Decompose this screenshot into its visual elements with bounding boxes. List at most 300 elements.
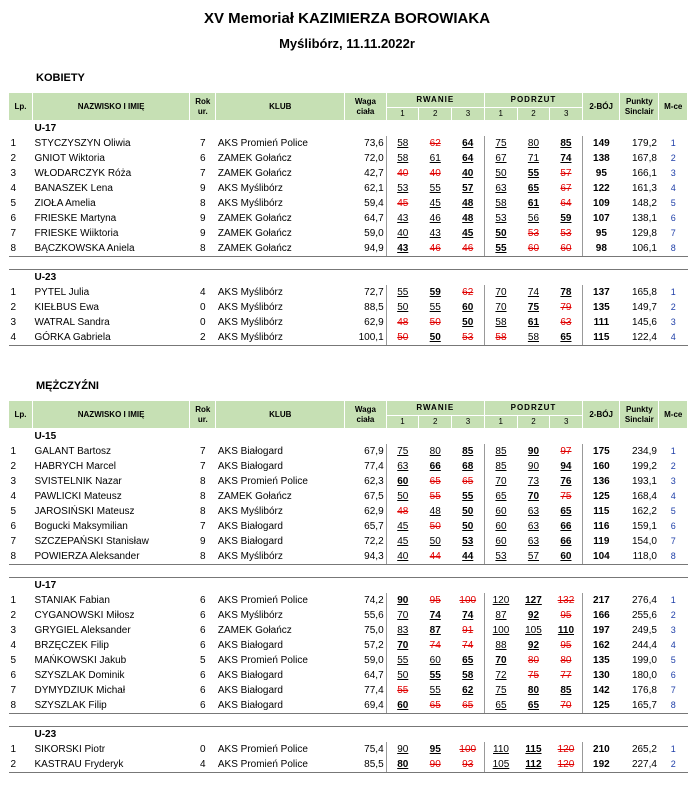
snatch-attempt: 65	[419, 698, 452, 714]
athlete-waga: 73,6	[364, 138, 384, 149]
cj-attempt: 56	[527, 213, 540, 224]
header-row	[9, 93, 688, 108]
snatch-attempt: 100	[459, 744, 477, 755]
athlete-lp: 3	[10, 317, 17, 328]
cj-attempt: 77	[560, 670, 572, 681]
col-attempt: 1	[484, 108, 517, 121]
athlete-club: AKS Myślibórz	[217, 183, 283, 194]
cj-attempt: 60	[484, 519, 517, 534]
athlete-sinclair: 118,0	[620, 549, 659, 565]
athlete-waga: 59,0	[364, 228, 384, 239]
athlete-place: 7	[670, 228, 676, 238]
athlete-name: GRYGIEL Aleksander	[34, 625, 131, 636]
athlete-place: 2	[670, 153, 676, 163]
cj-attempt: 115	[525, 744, 542, 755]
athlete-total: 166	[583, 608, 620, 623]
cj-attempt: 70	[484, 653, 517, 668]
athlete-name: HABRYCH Marcel	[34, 461, 116, 472]
athlete-name: FRIESKE Martyna	[34, 213, 117, 224]
snatch-attempt: 62	[429, 138, 441, 149]
athlete-rok: 8	[190, 241, 216, 257]
results-table	[8, 92, 688, 346]
athlete-lp: 5	[10, 198, 17, 209]
athlete-lp: 2	[10, 461, 17, 472]
col-attempt: 2	[419, 108, 452, 121]
athlete-place: 4	[670, 491, 676, 501]
athlete-club: AKS Myślibórz	[217, 610, 283, 621]
athlete-row	[9, 211, 688, 226]
cj-attempt: 70	[527, 491, 540, 502]
col-sinclair: Punkty Sinclair	[620, 401, 659, 429]
cj-attempt: 70	[484, 285, 517, 300]
cj-attempt: 58	[517, 330, 550, 346]
athlete-waga: 59,0	[364, 655, 384, 666]
cj-attempt: 74	[560, 153, 572, 164]
category-name: U-23	[33, 270, 688, 286]
cj-attempt: 61	[527, 317, 540, 328]
cj-attempt: 65	[517, 698, 550, 714]
snatch-attempt: 80	[429, 446, 441, 457]
snatch-attempt: 55	[429, 670, 441, 681]
athlete-name: KASTRAU Fryderyk	[33, 757, 190, 773]
athlete-rok: 8	[190, 549, 216, 565]
category-row	[9, 121, 688, 137]
athlete-name: BRZĘCZEK Filip	[34, 640, 109, 651]
athlete-rok: 6	[200, 625, 206, 636]
athlete-lp: 6	[10, 521, 17, 532]
snatch-attempt: 74	[429, 640, 441, 651]
athlete-total: 115	[583, 504, 620, 519]
athlete-sinclair: 165,8	[631, 287, 657, 298]
athlete-waga: 69,4	[345, 698, 386, 714]
snatch-attempt: 62	[462, 287, 474, 298]
athlete-name: PAWLICKI Mateusz	[34, 491, 122, 502]
athlete-total: 217	[583, 593, 620, 608]
athlete-total: 122	[583, 181, 620, 196]
athlete-rok: 6	[200, 670, 206, 681]
snatch-attempt: 59	[429, 287, 441, 298]
athlete-club: AKS Promień Police	[217, 655, 308, 666]
athlete-club: AKS Białogard	[217, 685, 283, 696]
athlete-name: CYGANOWSKI Miłosz	[34, 610, 135, 621]
cj-attempt: 65	[550, 330, 583, 346]
col-attempt: 2	[517, 416, 550, 429]
snatch-attempt: 65	[462, 476, 474, 487]
athlete-sinclair: 145,6	[631, 317, 657, 328]
cj-attempt: 79	[560, 302, 572, 313]
snatch-attempt: 74	[429, 610, 441, 621]
athlete-sinclair: 180,0	[631, 670, 657, 681]
athlete-sinclair: 167,8	[631, 153, 657, 164]
athlete-club: ZAMEK Gołańcz	[216, 241, 345, 257]
athlete-waga: 42,7	[364, 168, 384, 179]
col-club: KLUB	[216, 93, 345, 121]
spacer	[9, 714, 688, 727]
category-name: U-17	[33, 121, 688, 137]
col-club: KLUB	[216, 401, 345, 429]
athlete-row	[9, 300, 688, 315]
results-table	[8, 400, 688, 773]
athlete-lp: 7	[10, 228, 17, 239]
athlete-total: 115	[583, 330, 620, 346]
athlete-waga: 64,7	[364, 213, 384, 224]
cj-attempt: 63	[560, 317, 572, 328]
cj-attempt: 110	[557, 625, 575, 636]
athlete-total: 142	[583, 683, 620, 698]
athlete-row	[9, 742, 688, 757]
cj-attempt: 60	[550, 549, 583, 565]
athlete-place: 2	[659, 757, 688, 773]
cj-attempt: 120	[550, 757, 583, 773]
snatch-attempt: 40	[386, 226, 419, 241]
athlete-place: 1	[670, 446, 676, 456]
athlete-rok: 9	[200, 228, 206, 239]
cj-attempt: 95	[560, 610, 572, 621]
athlete-rok: 6	[200, 153, 206, 164]
col-rok: Rok ur.	[190, 93, 216, 121]
athlete-place: 3	[670, 168, 676, 178]
athlete-waga: 65,7	[364, 521, 384, 532]
athlete-club: AKS Białogard	[217, 640, 283, 651]
col-mce: M-ce	[659, 401, 688, 429]
snatch-attempt: 93	[452, 757, 485, 773]
athlete-row	[9, 623, 688, 638]
col-attempt: 1	[386, 416, 419, 429]
snatch-attempt: 70	[386, 638, 419, 653]
snatch-attempt: 65	[452, 698, 485, 714]
cj-attempt: 97	[560, 446, 572, 457]
snatch-attempt: 68	[462, 461, 474, 472]
athlete-rok: 0	[200, 302, 206, 313]
athlete-waga: 75,0	[364, 625, 384, 636]
athlete-sinclair: 129,8	[631, 228, 657, 239]
athlete-row	[9, 136, 688, 151]
athlete-total: 197	[583, 623, 620, 638]
cj-attempt: 78	[560, 287, 572, 298]
athlete-sinclair: 227,4	[620, 757, 659, 773]
athlete-lp: 2	[10, 610, 17, 621]
cj-attempt: 80	[527, 138, 540, 149]
col-attempt: 2	[517, 108, 550, 121]
athlete-sinclair: 162,2	[631, 506, 657, 517]
athlete-total: 111	[583, 315, 620, 330]
athlete-place: 7	[670, 536, 676, 546]
athlete-place: 6	[670, 521, 676, 531]
snatch-attempt: 91	[462, 625, 474, 636]
athlete-total: 98	[583, 241, 620, 257]
athlete-waga: 62,9	[364, 506, 384, 517]
athlete-sinclair: 154,0	[631, 536, 657, 547]
col-rwanie: RWANIE	[386, 93, 484, 108]
athlete-lp: 4	[10, 640, 17, 651]
athlete-row	[9, 181, 688, 196]
category-row	[9, 429, 688, 445]
snatch-attempt: 55	[429, 183, 441, 194]
col-waga: Waga ciała	[345, 93, 386, 121]
athlete-place: 2	[670, 610, 676, 620]
cj-attempt: 67	[560, 183, 572, 194]
athlete-waga: 67,5	[364, 491, 384, 502]
snatch-attempt: 43	[429, 228, 441, 239]
athlete-waga: 72,7	[364, 287, 384, 298]
col-dwuboj: 2-BÓJ	[583, 401, 620, 429]
cj-attempt: 90	[527, 461, 540, 472]
athlete-place: 3	[670, 317, 676, 327]
col-attempt: 3	[550, 416, 583, 429]
athlete-total: 137	[583, 285, 620, 300]
cj-attempt: 85	[560, 138, 572, 149]
athlete-total: 130	[583, 668, 620, 683]
snatch-attempt: 75	[386, 444, 419, 459]
snatch-attempt: 46	[452, 241, 485, 257]
snatch-attempt: 50	[462, 506, 474, 517]
athlete-row	[9, 638, 688, 653]
athlete-waga: 94,3	[345, 549, 386, 565]
cj-attempt: 120	[484, 593, 517, 608]
cj-attempt: 55	[484, 241, 517, 257]
cj-attempt: 85	[484, 459, 517, 474]
athlete-total: 104	[583, 549, 620, 565]
athlete-name: STANIAK Fabian	[34, 595, 110, 606]
athlete-waga: 88,5	[364, 302, 384, 313]
athlete-lp: 8	[9, 549, 33, 565]
athlete-row	[9, 226, 688, 241]
athlete-name: SIKORSKI Piotr	[34, 744, 106, 755]
athlete-row	[9, 444, 688, 459]
athlete-total: 107	[583, 211, 620, 226]
col-attempt: 1	[386, 108, 419, 121]
snatch-attempt: 50	[386, 330, 419, 346]
cj-attempt: 57	[560, 168, 572, 179]
athlete-row	[9, 151, 688, 166]
cj-attempt: 55	[527, 168, 540, 179]
col-name: NAZWISKO I IMIĘ	[33, 401, 190, 429]
cj-attempt: 70	[484, 474, 517, 489]
cj-attempt: 60	[517, 241, 550, 257]
athlete-waga: 94,9	[345, 241, 386, 257]
athlete-row	[9, 653, 688, 668]
cj-attempt: 80	[560, 655, 572, 666]
athlete-club: ZAMEK Gołańcz	[217, 228, 292, 239]
snatch-attempt: 48	[386, 504, 419, 519]
athlete-place: 6	[670, 670, 676, 680]
col-podrzut: PODRZUT	[484, 401, 582, 416]
athlete-lp: 4	[10, 183, 17, 194]
athlete-place: 4	[659, 330, 688, 346]
cj-attempt: 92	[527, 610, 540, 621]
snatch-attempt: 40	[386, 166, 419, 181]
athlete-sinclair: 161,3	[631, 183, 657, 194]
athlete-name: JAROSIŃSKI Mateusz	[34, 506, 135, 517]
snatch-attempt: 55	[386, 653, 419, 668]
athlete-club: AKS Białogard	[217, 446, 283, 457]
snatch-attempt: 53	[386, 181, 419, 196]
athlete-name: WATRAL Sandra	[34, 317, 110, 328]
category-name: U-23	[33, 727, 688, 743]
athlete-rok: 7	[200, 461, 206, 472]
cj-attempt: 105	[525, 625, 542, 636]
cj-attempt: 58	[484, 196, 517, 211]
athlete-waga: 57,2	[364, 640, 384, 651]
snatch-attempt: 74	[462, 610, 474, 621]
spacer	[9, 257, 688, 270]
athlete-total: 136	[583, 474, 620, 489]
col-mce: M-ce	[659, 93, 688, 121]
cj-attempt: 120	[557, 744, 575, 755]
cj-attempt: 75	[527, 670, 540, 681]
athlete-rok: 6	[200, 685, 206, 696]
athlete-total: 135	[583, 653, 620, 668]
athlete-rok: 8	[200, 491, 206, 502]
athlete-waga: 67,9	[364, 446, 384, 457]
cj-attempt: 60	[484, 504, 517, 519]
cj-attempt: 80	[527, 655, 540, 666]
athlete-place: 8	[659, 241, 688, 257]
athlete-sinclair: 249,5	[631, 625, 657, 636]
snatch-attempt: 44	[452, 549, 485, 565]
athlete-name: GALANT Bartosz	[34, 446, 112, 457]
snatch-attempt: 48	[462, 213, 474, 224]
athlete-name: WŁODARCZYK Róża	[34, 168, 132, 179]
cj-attempt: 63	[527, 506, 540, 517]
athlete-row	[9, 241, 688, 257]
athlete-total: 192	[583, 757, 620, 773]
athlete-club: AKS Promień Police	[217, 595, 308, 606]
cj-attempt: 92	[527, 640, 540, 651]
athlete-club: AKS Promień Police	[217, 476, 308, 487]
athlete-waga: 59,4	[364, 198, 384, 209]
snatch-attempt: 61	[429, 153, 441, 164]
spacer-row	[9, 714, 688, 727]
athlete-waga: 62,3	[364, 476, 384, 487]
athlete-lp: 2	[10, 153, 17, 164]
snatch-attempt: 95	[429, 744, 441, 755]
athlete-row	[9, 330, 688, 346]
cj-attempt: 60	[550, 241, 583, 257]
athlete-club: ZAMEK Gołańcz	[217, 213, 292, 224]
snatch-attempt: 48	[429, 506, 441, 517]
athlete-name: MAŃKOWSKI Jakub	[34, 655, 127, 666]
athlete-row	[9, 489, 688, 504]
cj-attempt: 75	[527, 302, 540, 313]
snatch-attempt: 55	[429, 685, 441, 696]
cj-attempt: 100	[484, 623, 517, 638]
athlete-place: 3	[670, 625, 676, 635]
athlete-lp: 8	[9, 241, 33, 257]
athlete-rok: 7	[200, 168, 206, 179]
athlete-total: 125	[583, 489, 620, 504]
athlete-rok: 6	[200, 640, 206, 651]
cj-attempt: 94	[560, 461, 572, 472]
header-row	[9, 401, 688, 416]
athlete-lp: 3	[10, 168, 17, 179]
snatch-attempt: 58	[462, 670, 474, 681]
cj-attempt: 61	[527, 198, 540, 209]
athlete-rok: 7	[200, 521, 206, 532]
athlete-waga: 75,4	[364, 744, 384, 755]
athlete-club: AKS Promień Police	[217, 744, 308, 755]
snatch-attempt: 45	[429, 198, 441, 209]
snatch-attempt: 95	[429, 595, 441, 606]
cj-attempt: 85	[560, 685, 572, 696]
athlete-waga: 55,6	[364, 610, 384, 621]
athlete-sinclair: 149,7	[631, 302, 657, 313]
snatch-attempt: 65	[429, 476, 441, 487]
athlete-club: AKS Myślibórz	[217, 302, 283, 313]
athlete-total: 210	[583, 742, 620, 757]
snatch-attempt: 64	[462, 153, 474, 164]
athlete-lp: 1	[10, 595, 17, 606]
cj-attempt: 70	[484, 300, 517, 315]
athlete-place: 5	[670, 655, 676, 665]
athlete-lp: 3	[10, 476, 17, 487]
athlete-club: ZAMEK Gołańcz	[217, 168, 292, 179]
athlete-total: 109	[583, 196, 620, 211]
athlete-sinclair: 159,1	[631, 521, 657, 532]
col-lp: Lp.	[9, 401, 33, 429]
cj-attempt: 65	[560, 506, 572, 517]
athlete-place: 5	[670, 506, 676, 516]
athlete-sinclair: 234,9	[631, 446, 657, 457]
page-subtitle: Myślibórz, 11.11.2022r	[279, 36, 415, 51]
athlete-waga: 62,9	[364, 317, 384, 328]
athlete-sinclair: 165,7	[620, 698, 659, 714]
athlete-sinclair: 176,8	[631, 685, 657, 696]
athlete-sinclair: 148,2	[631, 198, 657, 209]
athlete-place: 1	[670, 287, 676, 297]
snatch-attempt: 87	[429, 625, 441, 636]
athlete-lp: 2	[9, 757, 33, 773]
cj-attempt: 58	[484, 330, 517, 346]
cj-attempt: 53	[560, 228, 572, 239]
cj-attempt: 60	[484, 534, 517, 549]
athlete-rok: 9	[200, 183, 206, 194]
athlete-name: SZCZEPAŃSKI Stanisław	[34, 536, 149, 547]
snatch-attempt: 60	[386, 474, 419, 489]
athlete-name: SZYSZLAK Dominik	[34, 670, 125, 681]
cj-attempt: 71	[527, 153, 540, 164]
cj-attempt: 95	[560, 640, 572, 651]
athlete-club: AKS Myślibórz	[217, 317, 283, 328]
athlete-waga: 64,7	[364, 670, 384, 681]
athlete-row	[9, 285, 688, 300]
athlete-lp: 1	[10, 138, 17, 149]
athlete-waga: 72,0	[364, 153, 384, 164]
cj-attempt: 66	[560, 536, 572, 547]
athlete-name: GNIOT Wiktoria	[34, 153, 105, 164]
athlete-club: AKS Myślibórz	[217, 506, 283, 517]
snatch-attempt: 40	[429, 168, 441, 179]
athlete-lp: 5	[10, 506, 17, 517]
athlete-rok: 6	[200, 610, 206, 621]
cj-attempt: 80	[527, 685, 540, 696]
athlete-total: 135	[583, 300, 620, 315]
snatch-attempt: 50	[462, 521, 474, 532]
athlete-name: BANASZEK Lena	[34, 183, 113, 194]
snatch-attempt: 53	[462, 536, 474, 547]
snatch-attempt: 55	[386, 285, 419, 300]
athlete-name: Bogucki Maksymilian	[34, 521, 128, 532]
athlete-club: AKS Myślibórz	[216, 549, 345, 565]
athlete-rok: 8	[200, 506, 206, 517]
cj-attempt: 76	[560, 476, 572, 487]
athlete-place: 1	[670, 138, 676, 148]
cj-attempt: 87	[484, 608, 517, 623]
athlete-club: AKS Białogard	[217, 670, 283, 681]
athlete-rok: 6	[200, 595, 206, 606]
athlete-place: 6	[670, 213, 676, 223]
snatch-attempt: 90	[386, 742, 419, 757]
